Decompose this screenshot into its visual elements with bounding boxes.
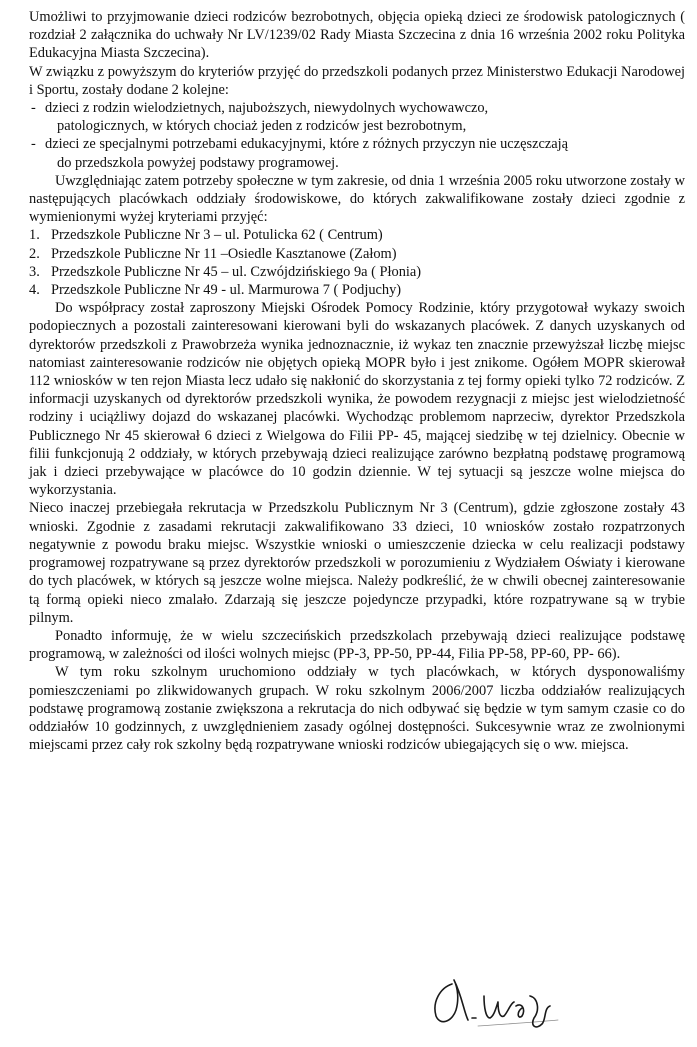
- school-number: 1.: [29, 227, 40, 244]
- paragraph-environmental-units: Uwzględniając zatem potrzeby społeczne w tym zakresie, od dnia 1 września 2005 roku utworzone zostały w następujących placówkach oddziały środowiskowe, do których zakwalifikowane zostały dzieci zgodnie z wymienionymi wyżej kryteriami przyjęć:: [29, 172, 685, 226]
- criteria-item-first-line: dzieci ze specjalnymi potrzebami edukacyjnymi, które z różnych przyczyn nie uczęszczają: [45, 136, 569, 153]
- school-name: Przedszkole Publiczne Nr 45 – ul. Czwójdzińskiego 9a ( Płonia): [51, 263, 422, 280]
- document-body: [29, 8, 685, 754]
- signature-ink: [435, 980, 558, 1027]
- criteria-item-first-line: dzieci z rodzin wielodzietnych, najuboższych, niewydolnych wychowawczo,: [45, 100, 489, 117]
- paragraph-criteria-intro: W związku z powyższym do kryteriów przyjęć do przedszkoli podanych przez Ministerstwo Edukacji Narodowej i Sportu, zostały dodane 2 kolejne:: [29, 63, 685, 98]
- criteria-item: [29, 135, 685, 171]
- school-name: Przedszkole Publiczne Nr 3 – ul. Potulicka 62 ( Centrum): [51, 227, 383, 244]
- school-name: Przedszkole Publiczne Nr 11 –Osiedle Kasztanowe (Załom): [51, 245, 397, 262]
- paragraph-other-kindergartens: Ponadto informuję, że w wielu szczecińskich przedszkolach przebywają dzieci realizujące podstawę programową, w zależności od ilości wolnych miejsc (PP-3, PP-50, PP-44, Filia PP-58, PP-60, PP- 66).: [29, 627, 685, 663]
- school-item: [29, 281, 685, 299]
- school-number: 4.: [29, 282, 40, 299]
- paragraph-enables-admission: Umożliwi to przyjmowanie dzieci rodziców bezrobotnych, objęcia opieką dzieci ze środowisk patologicznych ( rozdział 2 załącznika do uchwały Nr LV/1239/02 Rady Miasta Szczecina z dnia 16 września 2002 roku Polityka Edukacyjna Miasta Szczecina).: [29, 9, 685, 62]
- school-item: [29, 263, 685, 281]
- school-name: Przedszkole Publiczne Nr 49 - ul. Marmurowa 7 ( Podjuchy): [51, 282, 402, 299]
- criteria-item: [29, 99, 685, 135]
- school-item: [29, 245, 685, 263]
- paragraph-school-year-plans: W tym roku szkolnym uruchomiono oddziały w tych placówkach, w których dysponowaliśmy pomieszczeniami po zlikwidowanych grupach. W roku szkolnym 2006/2007 liczba oddziałów realizujących podstawę programową zostanie zwiększona a rekrutacja do nich odbywać się będzie w tym samym czasie co do oddziałów 10 godzinnych, z uwzględnieniem zasady ogólnej dostępności. Sukcesywnie wraz ze zwolnionymi miejscami przez cały rok szkolny będą rozpatrywane wnioski rodziców ubiegających się o ww. miejsca.: [29, 664, 685, 754]
- schools-list: [29, 226, 685, 299]
- paragraph-pp3-recruitment: Nieco inaczej przebiegała rekrutacja w Przedszkolu Publicznym Nr 3 (Centrum), gdzie zgłoszone zostały 43 wnioski. Zgodnie z zasadami rekrutacji zakwalifikowano 33 dzieci, 10 wniosków zostało rozpatrzonych negatywnie z powodu braku miejsc. Wszystkie wnioski o umieszczenie dziecka w celu realizacji podstawy programowej rozpatrywane są przez dyrektorów przedszkoli w porozumieniu z Wydziałem Oświaty i kierowane do tych placówek, w których są jeszcze wolne miejsca. Należy podkreślić, że w chwili obecnej zainteresowanie tą formą opieki nieco zmalało. Zdarzają się jeszcze pojedyncze przypadki, które rozpatrywane są w trybie pilnym.: [29, 500, 685, 626]
- handwritten-signature: [418, 962, 568, 1042]
- criteria-item-continuation: do przedszkola powyżej podstawy programowej.: [57, 154, 339, 171]
- school-number: 3.: [29, 263, 40, 280]
- list-dash: -: [31, 100, 36, 117]
- school-number: 2.: [29, 245, 40, 262]
- list-dash: -: [31, 136, 36, 153]
- school-item: [29, 226, 685, 244]
- criteria-list: [29, 99, 685, 172]
- paragraph-mopr-cooperation: Do współpracy został zaproszony Miejski Ośrodek Pomocy Rodzinie, który przygotował wykazy swoich podopiecznych a pozostali zainteresowani kierowani byli do wskazanych placówek. Z danych uzyskanych od dyrektorów przedszkoli z Prawobrzeża wynika jednoznacznie, iż wykaz ten znacznie przewyższał liczbę miejsc natomiast zainteresowanie rodziców nie objętych opieką MOPR było i jest znikome. Ogółem MOPR skierował 112 wniosków w ten rejon Miasta lecz udało się nakłonić do skorzystania z tej formy opieki tylko 72 rodziców. Z informacji uzyskanych od dyrektorów przedszkoli wynika, że powodem rezygnacji z miejsc jest wielodzietność rodziny i uciążliwy dojazd do wskazanej placówki. Wychodząc problemom naprzeciw, dyrektor Przedszkola Publicznego Nr 45 skierował 6 dzieci z Wielgowa do Filii PP- 45, mającej siedzibę w tej dzielnicy. Obecnie w filii funkcjonują 2 oddziały, w których przebywają dzieci realizujące zarówno bezpłatną podstawę programową jak i dzieci przebywające w placówce do 10 godzin dziennie. W tej sytuacji są jeszcze wolne miejsca do wykorzystania.: [29, 300, 685, 499]
- criteria-item-continuation: patologicznych, w których chociaż jeden z rodziców jest bezrobotnym,: [57, 118, 467, 135]
